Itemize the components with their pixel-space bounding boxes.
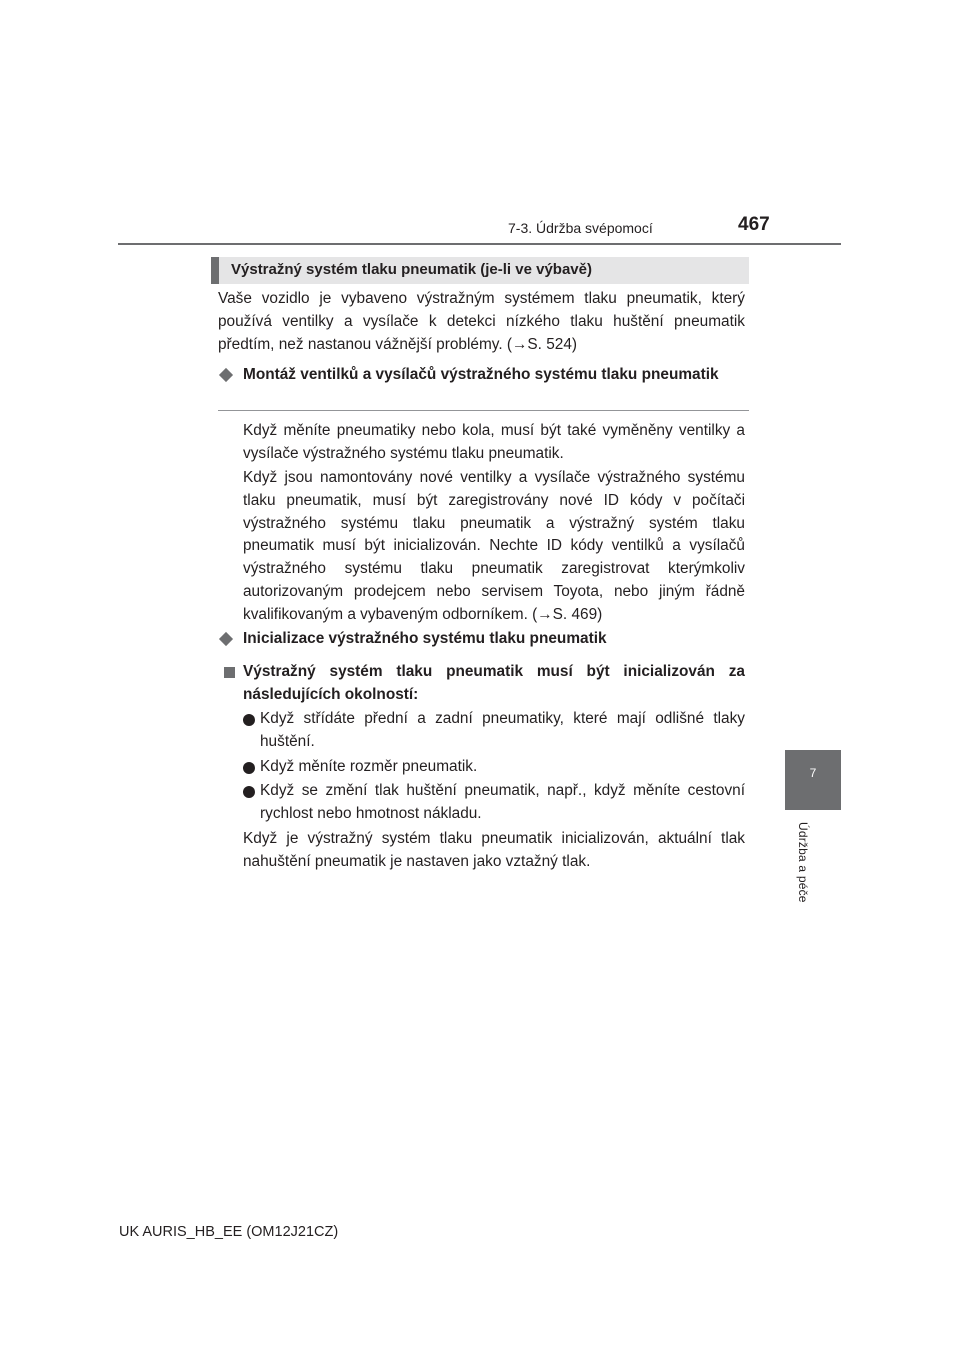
condition-bullet-3: Když se změní tlak huštění pneumatik, např., když měníte cestovní rychlost nebo hmotnost nákladu. [260,782,745,822]
page-number: 467 [738,214,770,235]
header-section-title: 7-3. Údržba svépomocí [508,220,653,236]
condition-bullet-2: Když měníte rozměr pneumatik. [260,758,478,775]
round-bullet-icon [243,786,255,798]
section-title: Výstražný systém tlaku pneumatik (je-li ve výbavě) [231,261,592,278]
condition-bullet-1: Když střídáte přední a zadní pneumatiky, které mají odlišné tlaky huštění. [260,710,745,750]
diamond-bullet-icon [219,632,233,646]
mounting-paragraph-2: Když jsou namontovány nové ventilky a vysílače výstražného systému tlaku pneumatik, musí být zaregistrovány nové ID kódy v počítači výstražného systému tlaku pneumatik a výstražný systém tlaku pneumatik musí být inicializován. Nechte ID kódy ventilků a vysílačů výstražného systému tlaku pneumatik zaregistrovat kterýmkoliv autorizovaným prodejcem nebo servisem Toyota, nebo jiným řádně kvalifikovaným a vybaveným odborníkem. (→S. 469) [243,469,745,623]
footer-model-code: UK AURIS_HB_EE (OM12J21CZ) [119,1224,339,1240]
subsection-title-mounting: Montáž ventilků a vysílačů výstražného systému tlaku pneumatik [243,366,719,383]
subsection-divider [218,410,749,411]
diamond-bullet-icon [219,368,233,382]
subsection-title-initialization: Inicializace výstražného systému tlaku pneumatik [243,630,607,647]
round-bullet-icon [243,762,255,774]
section-title-bar [211,257,749,284]
condition-heading: Výstražný systém tlaku pneumatik musí být inicializován za následujících okolností: [243,663,745,703]
chapter-number: 7 [809,766,817,780]
chapter-tab [785,750,841,810]
header-divider [118,243,841,245]
round-bullet-icon [243,714,255,726]
mounting-paragraph-1: Když měníte pneumatiky nebo kola, musí být také vyměněny ventilky a vysílače výstražného systému tlaku pneumatik. [243,422,745,462]
intro-paragraph: Vaše vozidlo je vybaveno výstražným systémem tlaku pneumatik, který používá ventilky a vysílače k detekci nízkého tlaku huštění pneumatik předtím, než nastanou vážnější problémy. (→S. 524) [218,290,745,353]
initialization-note: Když je výstražný systém tlaku pneumatik inicializován, aktuální tlak nahuštění pneumatik je nastaven jako vztažný tlak. [243,830,745,870]
chapter-label: Údržba a péče [796,822,810,903]
square-bullet-icon [224,667,235,678]
